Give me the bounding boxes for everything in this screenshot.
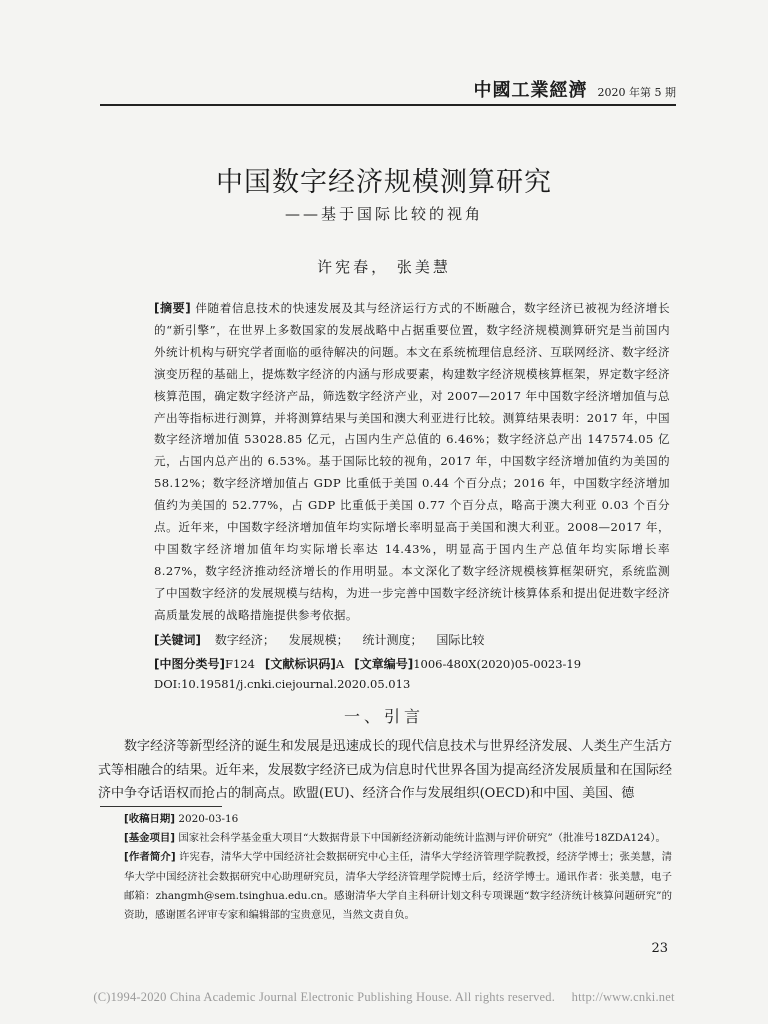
clc-label: [中图分类号] (154, 657, 225, 671)
clc-value: F124 (224, 657, 255, 671)
fund-label: [基金项目] (124, 832, 176, 845)
abstract-text: 伴随着信息技术的快速发展及其与经济运行方式的不断融合，数字经济已被视为经济增长的“新引擎”，在世界上多数国家的发展战略中占据重要位置，数字经济规模测算研究是当前国内外统计机构与研究学者面临的亟待解决的问题。本文在系统梳理信息经济、互联网经济、数字经济演变历程的基础上，提炼数字经济的内涵与形成要素，构建数字经济规模核算框架，界定数字经济核算范围，确定数字经济产品，筛选数字经济产业，对 2007—2017 年中国数字经济增加值与总产出等指标进行测算，并将测算结果与美国和澳大利亚进行比较。测算结果表明：2017 年，中国数字经济增加值 53028.85 亿元，占国内生产总值的 6.46%；数字经济总产出 147574.05 亿元，占国内总产出的 6.53%。基于国际比较的视角，2017 年，中国数字经济增加值约为美国的 58.12%；数字经济增加值占 GDP 比重低于美国 0.44 个百分点；2016 年，中国数字经济增加值约为美国的 52.77%，占 GDP 比重低于美国 0.77 个百分点，略高于澳大利亚 0.03 个百分点。近年来，中国数字经济增加值年均实际增长率明显高于美国和澳大利亚。2008—2017 年，中国数字经济增加值年均实际增长率达 14.43%，明显高于国内生产总值年均实际增长率 8.27%，数字经济推动经济增长的作用明显。本文深化了数字经济规模核算框架研究，系统监测了中国数字经济的发展规模与结构，为进一步完善中国数字经济统计核算体系和提出促进数字经济高质量发展的战略措施提供参考依据。 (154, 301, 670, 622)
footnotes (124, 810, 672, 925)
keyword-item: 发展规模； (288, 633, 349, 647)
article-number-label: [文章编号] (354, 657, 414, 671)
doc-code-value: A (335, 657, 345, 671)
article-number-value: 1006-480X(2020)05-0023-19 (413, 657, 582, 671)
received-value: 2020-03-16 (178, 813, 239, 825)
footnote-fund (124, 829, 672, 848)
received-label: [收稿日期] (124, 813, 176, 825)
doc-code-label: [文献标识码] (264, 657, 336, 671)
running-header (100, 80, 676, 106)
section-heading: 一、引言 (343, 707, 424, 726)
keywords-label: [关键词] (154, 633, 201, 647)
issue-label: 2020 年第 5 期 (597, 86, 676, 99)
keyword-item: 国际比较 (436, 633, 485, 647)
footnote-divider (100, 806, 222, 807)
page-number: 23 (651, 941, 668, 956)
footnote-received (124, 810, 672, 829)
author-value: 许宪春，清华大学中国经济社会数据研究中心主任，清华大学经济管理学院教授，经济学博士；张美慧，清华大学中国经济社会数据研究中心助理研究员，清华大学经济管理学院博士后，经济学博士。通讯作者：张美慧，电子邮箱：zhangmh@sem.tsinghua.edu.cn。感谢清华大学自主科研计划文科专项课题“数字经济统计核算问题研究”的资助，感谢匿名评审专家和编辑部的宝贵意见，当然文责自负。 (124, 851, 672, 922)
article-authors: 许宪春， 张美慧 (317, 258, 451, 276)
article-title: 中国数字经济规模测算研究 (216, 167, 552, 198)
journal-logo: 中國工業經濟 (473, 80, 588, 101)
copyright-notice: (C)1994-2020 China Academic Journal Electronic Publishing House. All rights reserved. http://www.cnki.net (93, 990, 675, 1004)
abstract-label: [摘要] (154, 301, 192, 315)
article-subtitle: ——基于国际比较的视角 (284, 205, 483, 223)
fund-value: 国家社会科学基金重大项目“大数据背景下中国新经济新动能统计监测与评价研究”（批准号18ZDA124）。 (178, 832, 666, 845)
keywords (154, 631, 484, 648)
body-paragraph: 数字经济等新型经济的诞生和发展是迅速成长的现代信息技术与世界经济发展、人类生产生活方式等相融合的结果。近年来，发展数字经济已成为信息时代世界各国为提高经济发展质量和在国际经济中争夺话语权而抢占的制高点。欧盟(EU)、经济合作与发展组织(OECD)和中国、美国、德 (98, 739, 672, 801)
keyword-item: 数字经济； (214, 633, 275, 647)
classification-line (154, 655, 581, 672)
footnote-author (124, 848, 672, 925)
doi: DOI:10.19581/j.cnki.ciejournal.2020.05.013 (154, 677, 411, 691)
keyword-item: 统计测度； (362, 633, 423, 647)
abstract (154, 298, 670, 627)
author-label: [作者简介] (124, 851, 176, 864)
